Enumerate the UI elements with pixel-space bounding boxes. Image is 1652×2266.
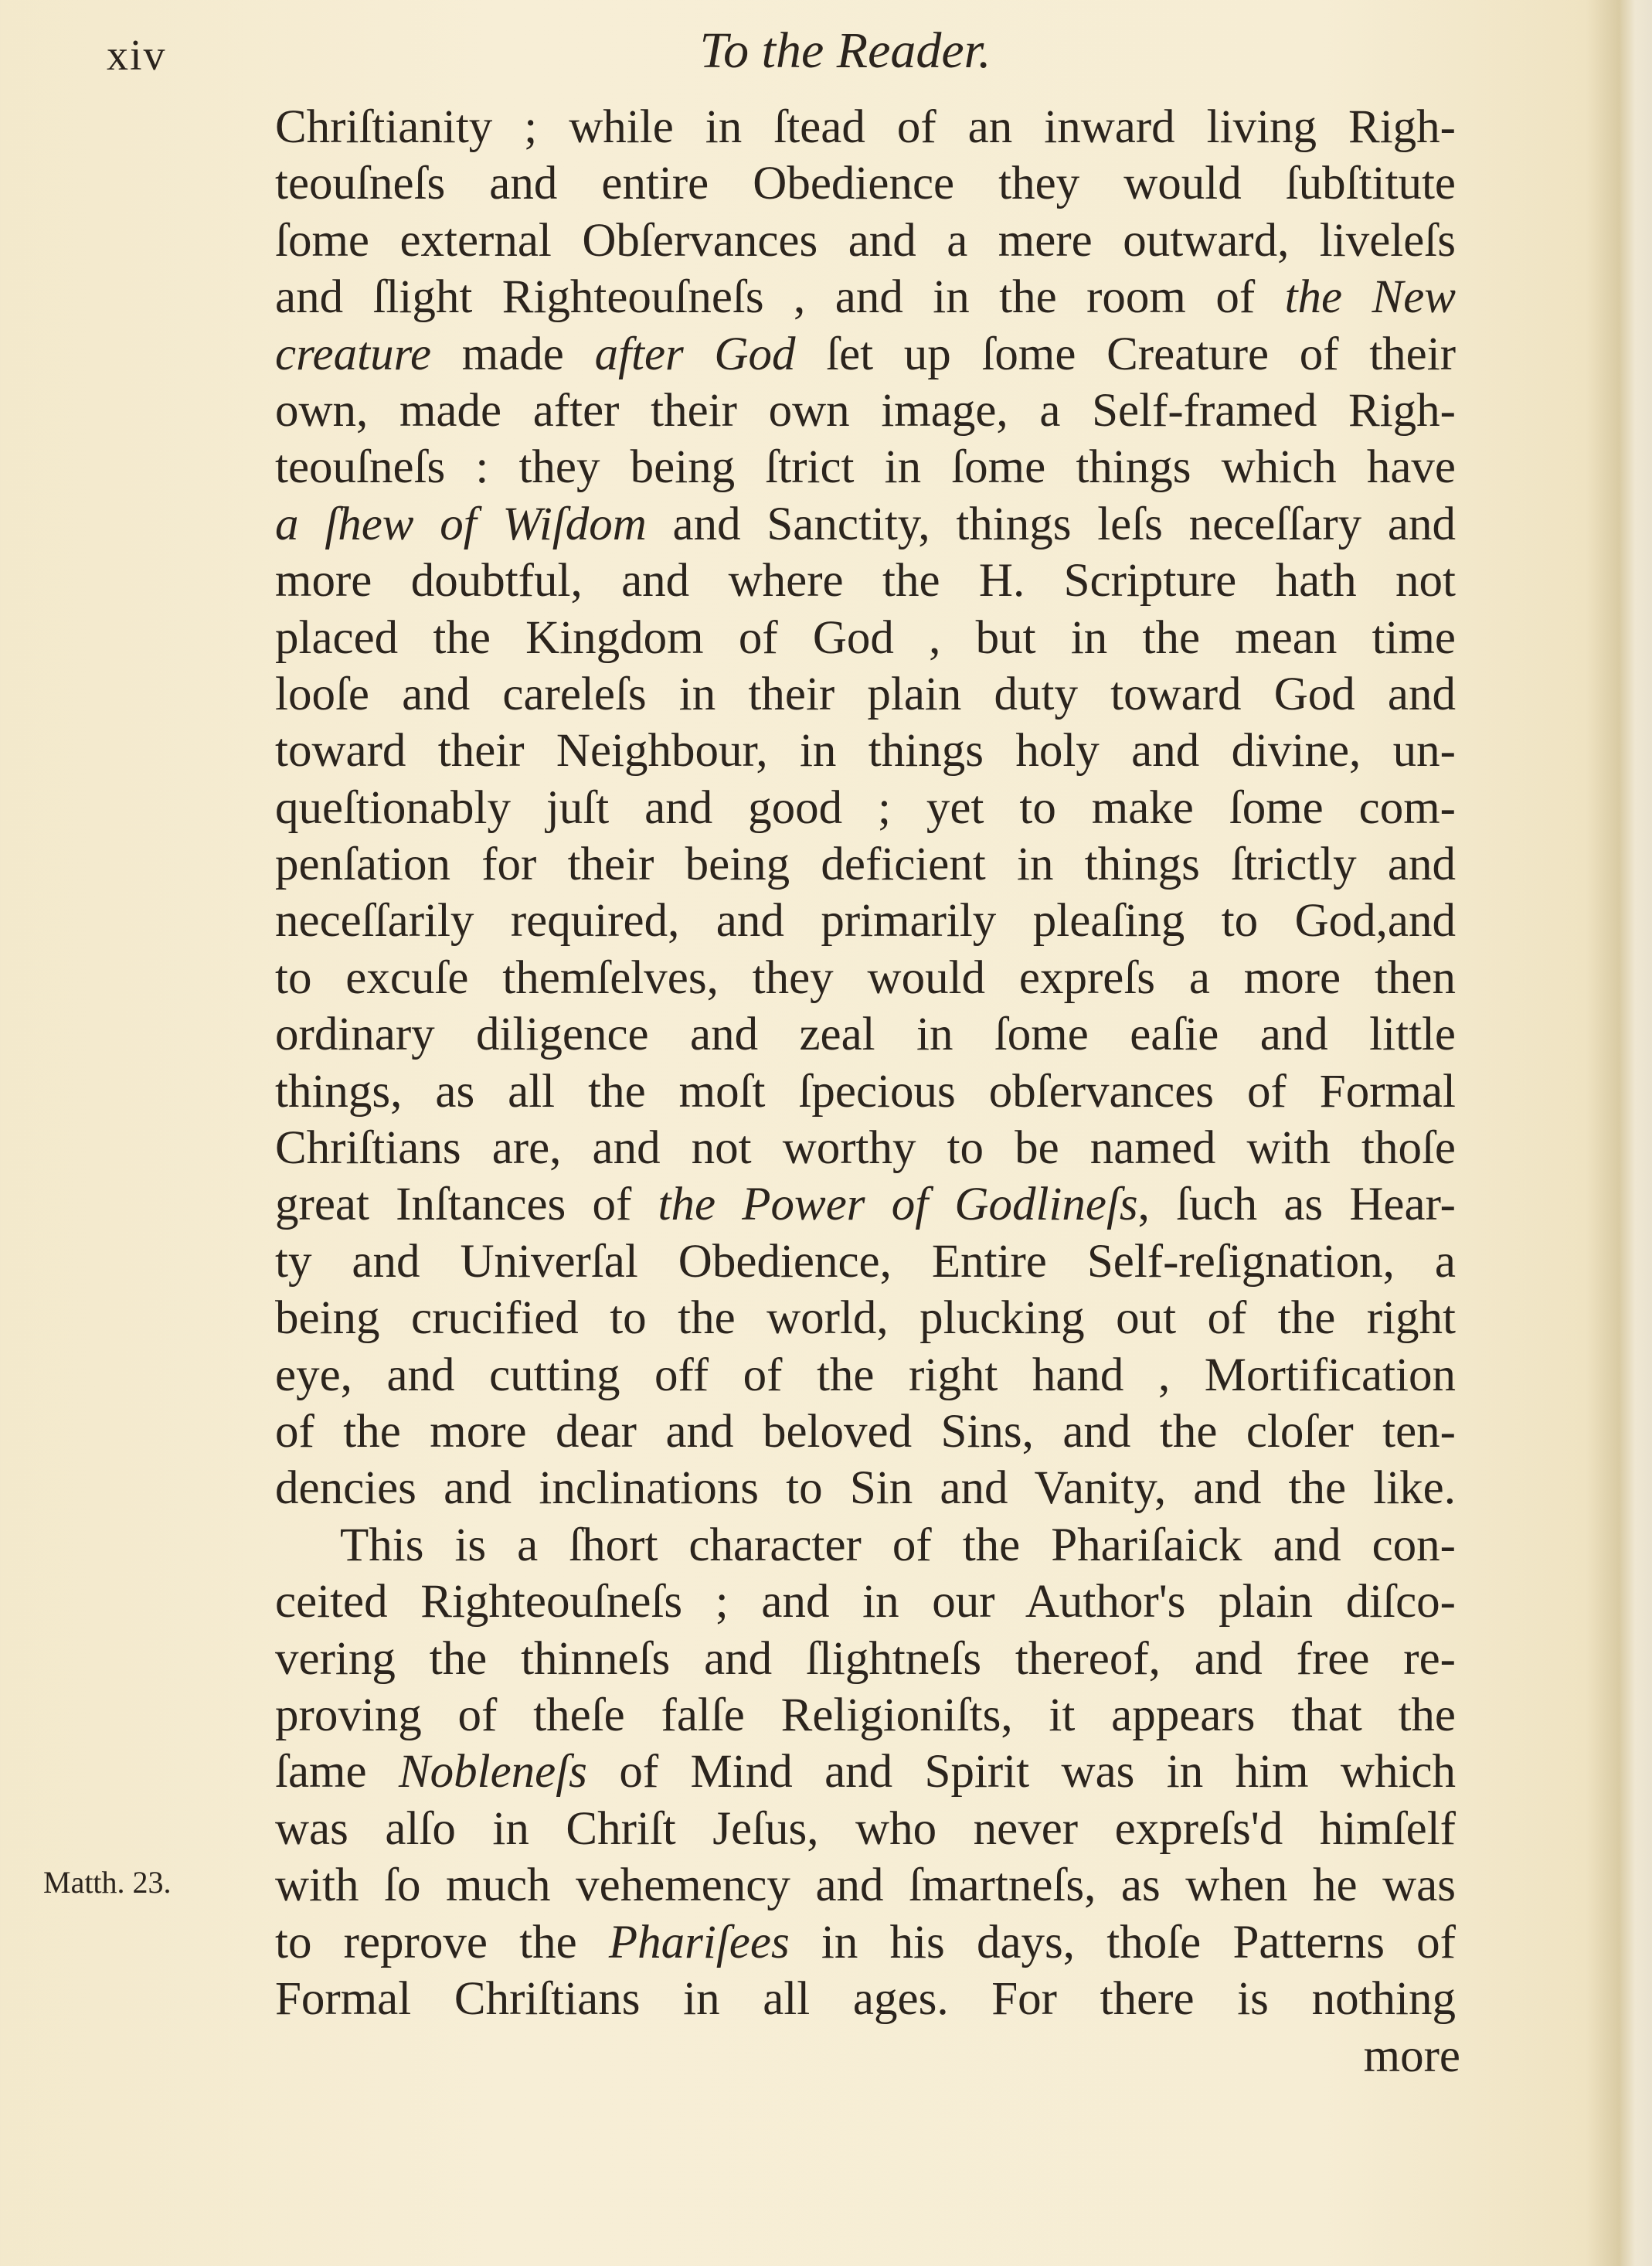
text-segment: to excuſe themſelves, they would expreſs a more then <box>275 951 1456 1004</box>
text-line <box>275 950 1456 1006</box>
text-segment: teouſneſs : they being ſtrict in ſome things which have <box>275 441 1456 494</box>
text-line <box>275 1290 1456 1346</box>
text-segment: ty and Univerſal Obedience, Entire Self-reſignation, a <box>275 1235 1456 1288</box>
text-segment: penſation for their being deficient in things ſtrictly and <box>275 839 1456 891</box>
running-head: To the Reader. <box>699 22 991 79</box>
text-line <box>275 836 1456 893</box>
text-segment: vering the thinneſs and ſlightneſs thereof, and free re- <box>275 1632 1456 1685</box>
text-line <box>275 1801 1456 1857</box>
text-segment: toward their Neighbour, in things holy and divine, un- <box>275 725 1456 777</box>
italic-text: Nobleneſs <box>398 1746 587 1798</box>
margin-note: Matth. 23. <box>43 1865 172 1900</box>
text-line <box>275 1403 1456 1460</box>
text-segment: great Inſtances of <box>275 1179 658 1231</box>
text-segment: placed the Kingdom of God , but in the mean time <box>275 611 1456 664</box>
italic-text: the Power of Godlineſs <box>658 1179 1138 1231</box>
text-line <box>275 780 1456 836</box>
text-line <box>275 439 1456 495</box>
italic-text: creature <box>275 328 432 380</box>
text-line <box>275 553 1456 609</box>
text-segment: things, as all the moſt ſpecious obſervances of Formal <box>275 1065 1456 1118</box>
text-line <box>275 1460 1456 1516</box>
text-segment: made <box>431 328 595 380</box>
text-segment: of the more dear and beloved Sins, and the cloſer ten- <box>275 1405 1456 1458</box>
text-line <box>275 1176 1456 1233</box>
text-line <box>275 99 1456 155</box>
italic-text: Phariſees <box>608 1916 790 1968</box>
text-segment: ſet up ſome Creature of their <box>795 328 1457 380</box>
text-segment: neceſſarily required, and primarily pleaſing to God,and <box>275 895 1456 948</box>
text-segment: ordinary diligence and zeal in ſome eaſie and little <box>275 1009 1456 1061</box>
text-line <box>275 1914 1456 1971</box>
text-segment: in his days, thoſe Patterns of <box>789 1916 1456 1968</box>
text-segment: Chriſtians are, and not worthy to be named with thoſe <box>275 1122 1456 1175</box>
text-line <box>275 1517 1456 1574</box>
text-line <box>275 155 1456 212</box>
text-segment: of Mind and Spirit was in him which <box>586 1746 1456 1798</box>
text-segment: ſome external Obſervances and a mere outward, liveleſs <box>275 214 1456 267</box>
text-segment: to reprove the <box>275 1916 609 1968</box>
text-line <box>275 1574 1456 1630</box>
text-segment: more doubtful, and where the H. Scripture hath not <box>275 555 1456 607</box>
text-segment: ſame <box>275 1746 399 1798</box>
text-segment: queſtionably juſt and good ; yet to make ſome com- <box>275 781 1456 834</box>
italic-text: the New <box>1284 271 1456 324</box>
italic-text: a ſhew of Wiſdom <box>275 498 647 550</box>
text-line <box>275 326 1456 383</box>
text-line <box>275 269 1456 325</box>
text-segment: and ſlight Righteouſneſs , and in the room of <box>275 271 1285 324</box>
text-segment: own, made after their own image, a Self-framed Righ- <box>275 384 1456 437</box>
text-segment: looſe and careleſs in their plain duty toward God and <box>275 668 1456 720</box>
text-line <box>275 1687 1456 1744</box>
catchword: more <box>1363 2030 1460 2082</box>
text-line <box>275 1233 1456 1290</box>
text-segment: This is a ſhort character of the Phariſaick and con- <box>340 1519 1456 1571</box>
text-segment: teouſneſs and entire Obedience they would ſubſtitute <box>275 158 1456 210</box>
body-text <box>275 99 1456 2027</box>
text-line <box>275 1006 1456 1063</box>
text-line <box>275 893 1456 949</box>
text-line <box>275 1971 1456 2027</box>
text-line <box>275 723 1456 779</box>
text-segment: dencies and inclinations to Sin and Vanity, and the like. <box>275 1462 1456 1515</box>
text-segment: was alſo in Chriſt Jeſus, who never expreſs'd himſelf <box>275 1802 1456 1855</box>
text-segment: and Sanctity, things leſs neceſſary and <box>646 498 1456 550</box>
page-number: xiv <box>107 32 167 80</box>
text-line <box>275 1857 1456 1914</box>
text-segment: ceited Righteouſneſs ; and in our Author's plain diſco- <box>275 1576 1456 1628</box>
text-line <box>275 666 1456 723</box>
text-segment: with ſo much vehemency and ſmartneſs, as when he was <box>275 1859 1456 1912</box>
text-line <box>275 213 1456 269</box>
text-line <box>275 496 1456 553</box>
text-line <box>275 1063 1456 1120</box>
text-segment: eye, and cutting off of the right hand , Mortification <box>275 1349 1456 1401</box>
text-line <box>275 383 1456 439</box>
text-segment: Chriſtianity ; while in ſtead of an inward living Righ- <box>275 101 1456 153</box>
text-line <box>275 1120 1456 1176</box>
text-segment: Formal Chriſtians in all ages. For there is nothing <box>275 1972 1456 2025</box>
text-line <box>275 1744 1456 1800</box>
text-segment: , ſuch as Hear- <box>1137 1179 1456 1231</box>
italic-text: after God <box>594 328 796 380</box>
text-line <box>275 1347 1456 1403</box>
text-line <box>275 610 1456 666</box>
text-line <box>275 1631 1456 1687</box>
text-segment: proving of theſe falſe Religioniſts, it appears that the <box>275 1689 1456 1741</box>
text-segment: being crucified to the world, plucking out of the right <box>275 1292 1456 1345</box>
